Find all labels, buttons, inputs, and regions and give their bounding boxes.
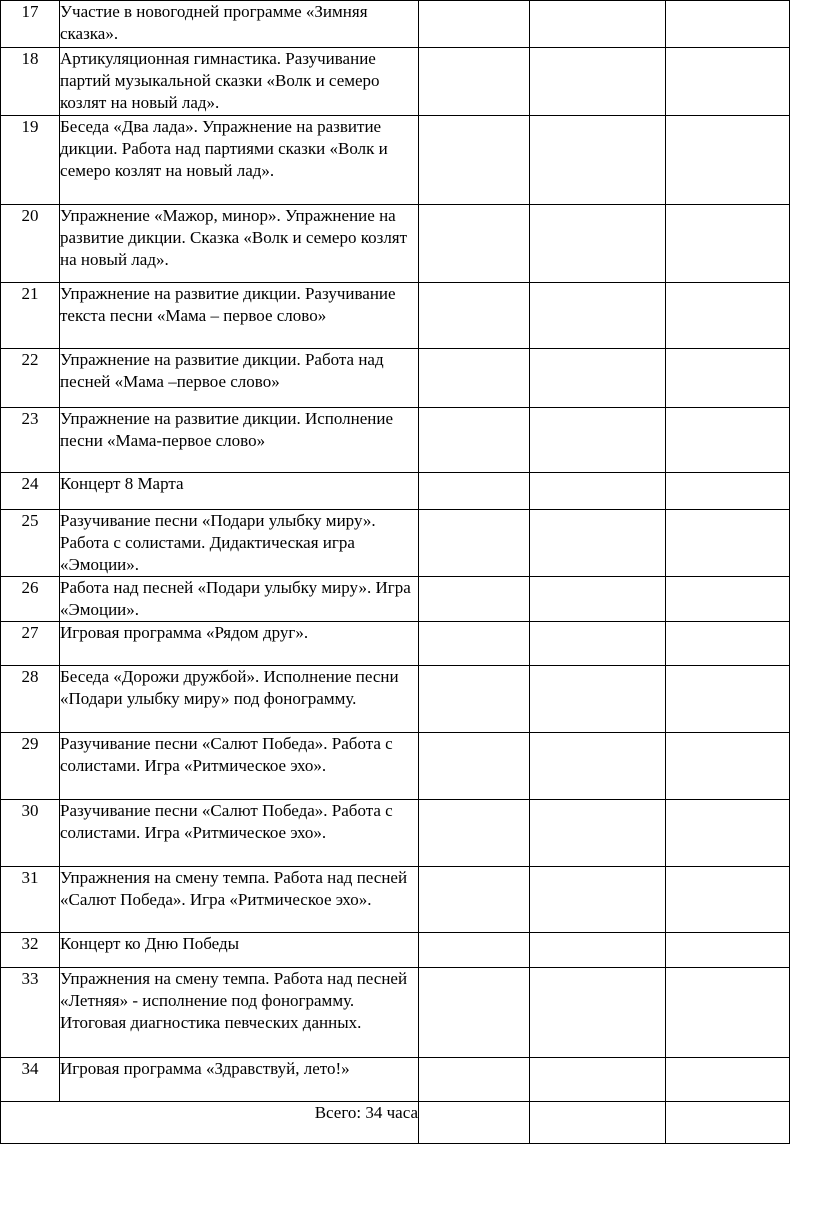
lesson-topic: Концерт 8 Марта (60, 473, 419, 510)
table-row (1, 349, 790, 408)
lesson-number: 27 (1, 622, 60, 666)
hours-cell (419, 800, 530, 867)
date-cell (530, 666, 666, 733)
lesson-topic: Упражнение на развитие дикции. Разучивание текста песни «Мама – первое слово» (60, 283, 419, 349)
table-row (1, 933, 790, 968)
table-row (1, 205, 790, 283)
date-cell (530, 205, 666, 283)
date-cell (530, 733, 666, 800)
table-row (1, 733, 790, 800)
lesson-number: 32 (1, 933, 60, 968)
date-cell (530, 1058, 666, 1102)
lesson-topic: Упражнения на смену темпа. Работа над песней «Салют Победа». Игра «Ритмическое эхо». (60, 867, 419, 933)
date-cell (530, 349, 666, 408)
hours-cell (419, 666, 530, 733)
lesson-topic: Упражнения на смену темпа. Работа над песней «Летняя» - исполнение под фонограмму. Итоговая диагностика певческих данных. (60, 968, 419, 1058)
note-cell (666, 800, 790, 867)
note-cell (666, 622, 790, 666)
table-row (1, 577, 790, 622)
lesson-number: 20 (1, 205, 60, 283)
lesson-number: 26 (1, 577, 60, 622)
hours-cell (419, 867, 530, 933)
hours-cell (419, 349, 530, 408)
lesson-topic: Упражнение «Мажор, минор». Упражнение на развитие дикции. Сказка «Волк и семеро козлят на новый лад». (60, 205, 419, 283)
date-cell (530, 48, 666, 116)
lesson-plan-body (1, 1, 790, 1144)
lesson-topic: Разучивание песни «Салют Победа». Работа с солистами. Игра «Ритмическое эхо». (60, 800, 419, 867)
hours-cell (419, 408, 530, 473)
lesson-number: 17 (1, 1, 60, 48)
lesson-topic: Игровая программа «Здравствуй, лето!» (60, 1058, 419, 1102)
hours-cell (419, 283, 530, 349)
date-cell (530, 283, 666, 349)
lesson-number: 31 (1, 867, 60, 933)
date-cell (530, 1102, 666, 1144)
hours-cell (419, 933, 530, 968)
table-row (1, 116, 790, 205)
date-cell (530, 933, 666, 968)
note-cell (666, 205, 790, 283)
date-cell (530, 1, 666, 48)
note-cell (666, 510, 790, 577)
table-row (1, 622, 790, 666)
lesson-number: 24 (1, 473, 60, 510)
note-cell (666, 408, 790, 473)
note-cell (666, 1, 790, 48)
note-cell (666, 1058, 790, 1102)
lesson-topic: Работа над песней «Подари улыбку миру». Игра «Эмоции». (60, 577, 419, 622)
lesson-topic: Игровая программа «Рядом друг». (60, 622, 419, 666)
table-row (1, 48, 790, 116)
lesson-topic: Беседа «Два лада». Упражнение на развитие дикции. Работа над партиями сказки «Волк и семеро козлят на новый лад». (60, 116, 419, 205)
table-row (1, 968, 790, 1058)
date-cell (530, 408, 666, 473)
lesson-topic: Беседа «Дорожи дружбой». Исполнение песни «Подари улыбку миру» под фонограмму. (60, 666, 419, 733)
note-cell (666, 577, 790, 622)
hours-cell (419, 48, 530, 116)
table-row (1, 510, 790, 577)
lesson-topic: Концерт ко Дню Победы (60, 933, 419, 968)
table-row (1, 800, 790, 867)
note-cell (666, 933, 790, 968)
lesson-topic: Разучивание песни «Подари улыбку миру». Работа с солистами. Дидактическая игра «Эмоции». (60, 510, 419, 577)
lesson-number: 21 (1, 283, 60, 349)
note-cell (666, 733, 790, 800)
note-cell (666, 48, 790, 116)
hours-cell (419, 733, 530, 800)
date-cell (530, 800, 666, 867)
table-row (1, 867, 790, 933)
lesson-number: 28 (1, 666, 60, 733)
table-row (1, 473, 790, 510)
note-cell (666, 349, 790, 408)
lesson-number: 25 (1, 510, 60, 577)
note-cell (666, 473, 790, 510)
lesson-number: 34 (1, 1058, 60, 1102)
note-cell (666, 1102, 790, 1144)
date-cell (530, 622, 666, 666)
lesson-number: 18 (1, 48, 60, 116)
date-cell (530, 473, 666, 510)
lesson-number: 30 (1, 800, 60, 867)
lesson-number: 33 (1, 968, 60, 1058)
total-row (1, 1102, 790, 1144)
table-row (1, 1, 790, 48)
date-cell (530, 968, 666, 1058)
hours-cell (419, 622, 530, 666)
hours-cell (419, 510, 530, 577)
table-row (1, 408, 790, 473)
note-cell (666, 116, 790, 205)
date-cell (530, 867, 666, 933)
table-row (1, 1058, 790, 1102)
date-cell (530, 510, 666, 577)
table-row (1, 283, 790, 349)
note-cell (666, 867, 790, 933)
hours-cell (419, 1, 530, 48)
date-cell (530, 116, 666, 205)
note-cell (666, 283, 790, 349)
lesson-number: 23 (1, 408, 60, 473)
hours-cell (419, 1058, 530, 1102)
lesson-topic: Упражнение на развитие дикции. Исполнение песни «Мама-первое слово» (60, 408, 419, 473)
note-cell (666, 666, 790, 733)
lesson-number: 22 (1, 349, 60, 408)
hours-cell (419, 473, 530, 510)
lesson-number: 29 (1, 733, 60, 800)
lesson-topic: Упражнение на развитие дикции. Работа над песней «Мама –первое слово» (60, 349, 419, 408)
table-row (1, 666, 790, 733)
total-hours: Всего: 34 часа (1, 1102, 419, 1144)
hours-cell (419, 205, 530, 283)
lesson-topic: Участие в новогодней программе «Зимняя сказка». (60, 1, 419, 48)
date-cell (530, 577, 666, 622)
note-cell (666, 968, 790, 1058)
hours-cell (419, 577, 530, 622)
hours-cell (419, 968, 530, 1058)
hours-cell (419, 1102, 530, 1144)
lesson-topic: Разучивание песни «Салют Победа». Работа с солистами. Игра «Ритмическое эхо». (60, 733, 419, 800)
lesson-topic: Артикуляционная гимнастика. Разучивание партий музыкальной сказки «Волк и семеро козлят на новый лад». (60, 48, 419, 116)
lesson-number: 19 (1, 116, 60, 205)
hours-cell (419, 116, 530, 205)
